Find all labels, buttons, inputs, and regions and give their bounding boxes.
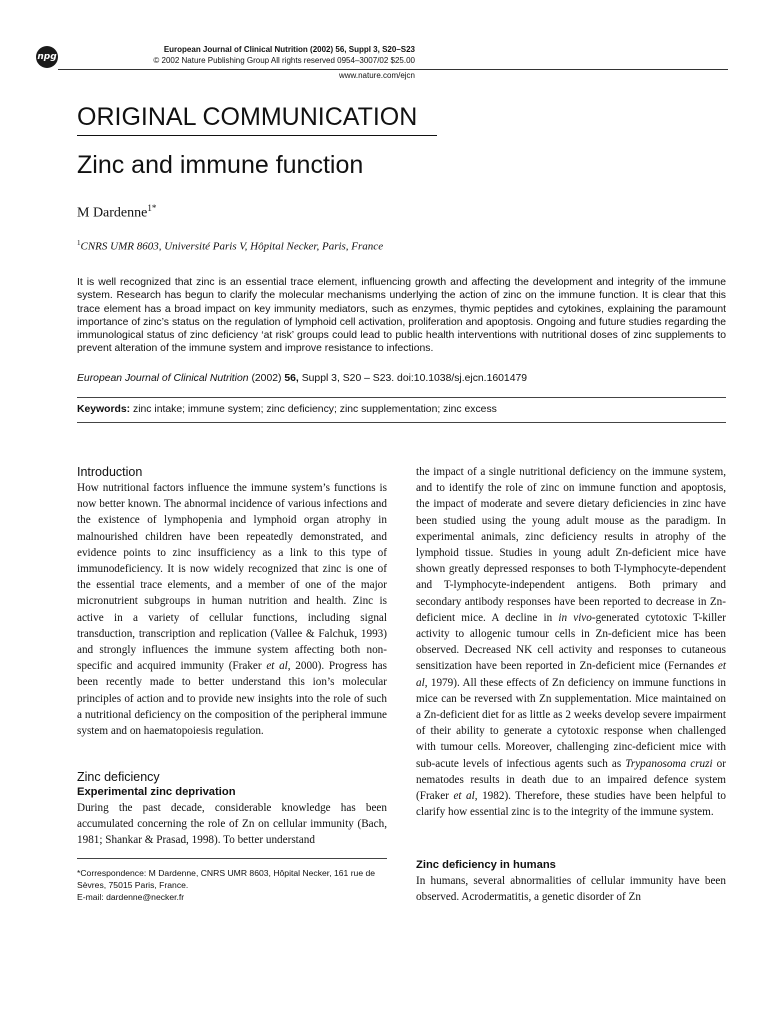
affiliation-mark: 1 <box>77 239 81 247</box>
italic-run: et al <box>266 660 288 673</box>
right-column-paragraph: the impact of a single nutritional deficiency on the immune system, and to identify the role of zinc on immune function and apoptosis, the impact of moderate and severe dietary deficiencies in zinc have been studied using the young adult mouse as the paradigm. In experimental animals, zinc deficiency results in atrophy of the lymphoid tissue. Studies in young adult Zn-deficient mice have shown greatly depressed responses to both T-lymphocyte-dependent and T-lymphocyte-independent antigens. Both primary and secondary antibody responses have been reported to decrease in Zn-deficient mice. A decline in in vivo-generated cytotoxic T-killer activity to allogenic tumour cells in Zn-deficient mice has been observed. Decreased NK cell activity and responses to cutaneous sensitization have been reported in Zn-deficient mice (Fernandes et al, 1979). All these effects of Zn deficiency on immune functions in mice can be reversed with Zn supplementation. Mice maintained on a Zn-deficient diet for as little as 2 weeks develop severe impairment of their ability to generate a cytotoxic response when challenged with tumour cells. Moreover, challenging zinc-deficient mice with sub-acute levels of infectious agents such as Trypanosoma cruzi or nematodes results in death due to an impaired defence system (Fraker et al, 1982). Therefore, these studies have been helpful to clarify how essential zinc is to the integrity of the immune system. <box>416 466 726 819</box>
zinc-deficiency-heading: Zinc deficiency <box>77 770 160 784</box>
author-marks: 1* <box>147 203 157 213</box>
humans-heading: Zinc deficiency in humans <box>416 859 556 871</box>
footnote-rule <box>77 858 387 859</box>
italic-run: et al <box>416 660 726 689</box>
header-rule <box>58 69 728 70</box>
keywords-text: zinc intake; immune system; zinc deficiency; zinc supplementation; zinc excess <box>133 404 497 415</box>
italic-run: et al <box>453 790 475 803</box>
author-name: M Dardenne <box>77 205 148 221</box>
journal-line: European Journal of Clinical Nutrition (2002) 56, Suppl 3, S20–S23 <box>163 45 415 54</box>
citation-volume: 56, <box>284 373 299 384</box>
keywords <box>77 403 726 416</box>
author-line <box>77 199 156 223</box>
section-label: ORIGINAL COMMUNICATION <box>77 103 418 131</box>
citation-year: (2002) <box>251 373 282 384</box>
correspondence-email[interactable]: E-mail: dardenne@necker.fr <box>77 892 185 902</box>
citation-rest[interactable]: Suppl 3, S20 – S23. doi:10.1038/sj.ejcn.1601479 <box>301 373 528 384</box>
section-rule <box>77 135 437 136</box>
affiliation <box>77 236 383 254</box>
affiliation-text: CNRS UMR 8603, Université Paris V, Hôpital Necker, Paris, France <box>80 240 384 253</box>
zinc-deficiency-section <box>77 769 387 849</box>
experimental-paragraph: During the past decade, considerable knowledge has been accumulated concerning the role of Zn on cellular immunity (Bach, 1981; Shankar & Prasad, 1998). To better understand <box>77 802 387 847</box>
italic-run: in vivo <box>558 611 592 624</box>
correspondence-address: *Correspondence: M Dardenne, CNRS UMR 8603, Hôpital Necker, 161 rue de Sèvres, 75015 Paris, France. <box>77 868 376 890</box>
humans-section <box>416 858 726 905</box>
italic-run: Trypanosoma cruzi <box>625 757 713 770</box>
right-column <box>416 464 726 820</box>
publisher-logo: npg <box>36 46 58 68</box>
introduction-heading: Introduction <box>77 465 143 479</box>
copyright-line: © 2002 Nature Publishing Group All rights reserved 0954–3007/02 $25.00 <box>153 56 415 65</box>
keywords-rule-top <box>77 397 726 398</box>
humans-paragraph: In humans, several abnormalities of cellular immunity have been observed. Acrodermatitis, a genetic disorder of Zn <box>416 875 726 904</box>
article-title: Zinc and immune function <box>77 151 364 179</box>
introduction-paragraph: How nutritional factors influence the immune system’s functions is now better known. The abnormal incidence of various infections and the existence of lymphopenia and lymphoid organ atrophy in malnourished children have been repeatedly demonstrated, and evidence points to zinc insufficiency as a link to this type of immunodeficiency. It is now widely recognized that zinc is one of the essential trace elements, and a member of one of the major micronutrient subgroups in human nutrition and health. Zinc is active in a variety of cellular functions, including signal transduction, transcription and replication (Vallee & Falchuk, 1993) and strongly influences the immune system affecting both non-specific and acquired immunity (Fraker et al, 2000). Progress has been recently made to better understand this ion’s molecular principles of action and to provide new insights into the role of such a nutritional deficiency on the composition of the peripheral immune system and on haematopoiesis regulation. <box>77 482 387 738</box>
left-column <box>77 464 387 739</box>
experimental-subheading: Experimental zinc deprivation <box>77 786 236 798</box>
keywords-rule-bottom <box>77 422 726 423</box>
keywords-label: Keywords: <box>77 404 131 415</box>
journal-url[interactable]: www.nature.com/ejcn <box>338 71 415 80</box>
citation <box>77 372 726 385</box>
correspondence-footnote <box>77 867 387 903</box>
abstract: It is well recognized that zinc is an essential trace element, influencing growth and affecting the development and integrity of the immune system. Research has begun to clarify the molecular mechanisms underlying the action of zinc on the immune function. It is clear that this trace element has a broad impact on key immunity mediators, such as enzymes, thymic peptides and cytokines, explaining the paramount importance of zinc’s status on the regulation of lymphoid cell activation, proliferation and apoptosis. Ongoing and future studies regarding the immunological status of zinc deficiency ‘at risk’ groups could lead to public health interventions with nutritional doses of zinc supplements to prevent alteration of the immune system and improve resistance to infections. <box>77 277 726 355</box>
citation-journal: European Journal of Clinical Nutrition <box>77 373 249 384</box>
